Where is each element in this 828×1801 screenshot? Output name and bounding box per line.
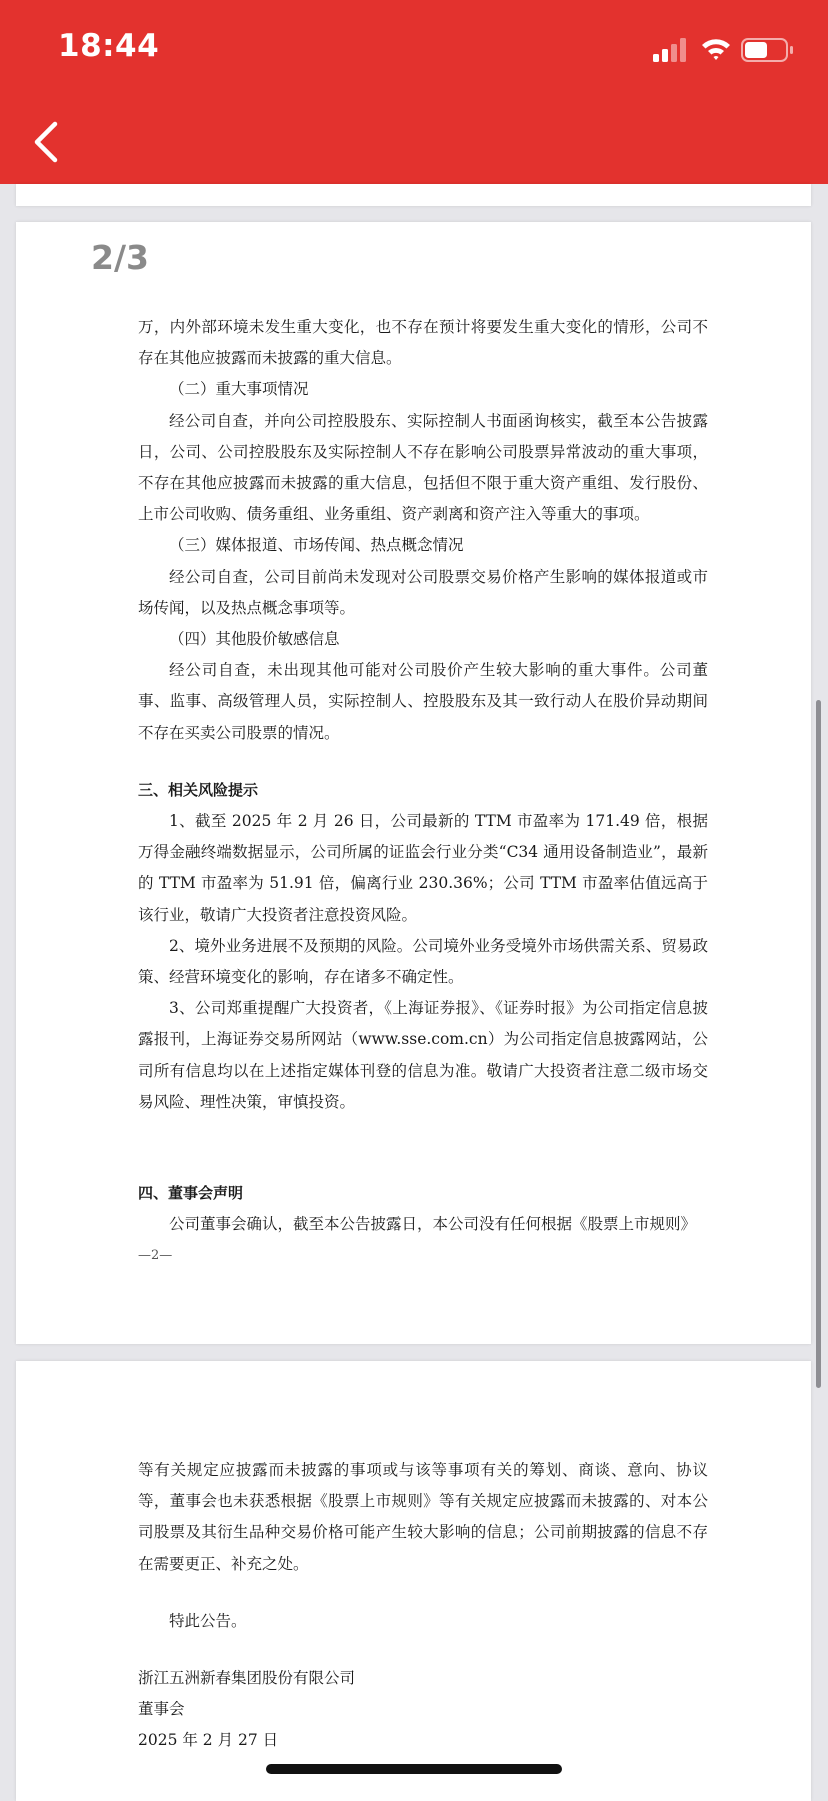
chevron-left-icon — [31, 120, 61, 164]
subheading-major-matters: （二）重大事项情况 — [169, 380, 309, 399]
paragraph: 万，内外部环境未发生重大变化，也不存在预计将要发生重大变化的情形，公司不存在其他应披露而未披露的重大信息。 — [138, 318, 708, 368]
paragraph: 经公司自查，并向公司控股股东、实际控制人书面函询核实，截至本公告披露日，公司、公司控股股东及实际控制人不存在影响公司股票异常波动的重大事项，不存在其他应披露而未披露的重大信息，包括但不限于重大资产重组、发行股份、上市公司收购、债务重组、业务重组、资产剥离和资产注入等重大的事项。 — [138, 411, 708, 524]
document-page-2 — [16, 222, 811, 1344]
section-heading-board: 四、董事会声明 — [138, 1184, 244, 1203]
document-page-3 — [16, 1361, 811, 1801]
paragraph: 公司董事会确认，截至本公告披露日，本公司没有任何根据《股票上市规则》 — [169, 1215, 697, 1234]
signal-icon — [653, 38, 689, 62]
status-time: 18:44 — [58, 28, 160, 64]
status-bar — [0, 0, 828, 100]
paragraph: 等有关规定应披露而未披露的事项或与该等事项有关的筹划、商谈、意向、协议等，董事会也未获悉根据《股票上市规则》等有关规定应披露而未披露的、对本公司股票及其衍生品种交易价格可能产生较大影响的信息；公司前期披露的信息不存在需要更正、补充之处。 — [138, 1461, 708, 1573]
scrollbar[interactable] — [816, 700, 821, 1388]
risk-item-3: 3、公司郑重提醒广大投资者，《上海证券报》、《证券时报》为公司指定信息披露报刊，上海证券交易所网站（www.sse.com.cn）为公司指定信息披露网站，公司所有信息均以在上述指定媒体刊登的信息为准。敬请广大投资者注意二级市场交易风险、理性决策，审慎投资。 — [138, 999, 708, 1111]
wifi-icon — [700, 36, 732, 62]
subheading-media-reports: （三）媒体报道、市场传闻、热点概念情况 — [169, 536, 464, 555]
previous-page-card — [16, 184, 811, 206]
risk-item-1: 1、截至 2025 年 2 月 26 日，公司最新的 TTM 市盈率为 171.49 倍，根据万得金融终端数据显示，公司所属的证监会行业分类“C34 通用设备制造业”，最新的 TTM 市盈率为 51.91 倍，偏离行业 230.36%；公司 TTM 市盈率估值远高于该行业，敬请广大投资者注意投资风险。 — [138, 812, 708, 924]
page-2-body — [138, 312, 708, 1272]
page-3-body — [138, 1455, 708, 1757]
home-indicator[interactable] — [266, 1764, 562, 1774]
risk-item-2: 2、境外业务进展不及预期的风险。公司境外业务受境外市场供需关系、贸易政策、经营环境变化的影响，存在诸多不确定性。 — [138, 936, 708, 987]
back-button[interactable] — [18, 114, 74, 170]
company-name: 浙江五洲新春集团股份有限公司 — [138, 1669, 356, 1688]
subheading-price-sensitive: （四）其他股价敏感信息 — [169, 630, 340, 649]
board-signature: 董事会 — [138, 1700, 185, 1719]
paragraph: 经公司自查，未出现其他可能对公司股价产生较大影响的重大事件。公司董事、监事、高级管理人员，实际控制人、控股股东及其一致行动人在股价异动期间不存在买卖公司股票的情况。 — [138, 661, 708, 742]
navigation-bar — [0, 100, 828, 184]
section-heading-risk: 三、相关风险提示 — [138, 780, 259, 799]
page-indicator: 2/3 — [91, 238, 149, 277]
paragraph: 经公司自查，公司目前尚未发现对公司股票交易价格产生影响的媒体报道或市场传闻，以及热点概念事项等。 — [138, 567, 708, 617]
page-number: —2— — [138, 1248, 173, 1264]
battery-icon — [741, 38, 795, 62]
closing-statement: 特此公告。 — [169, 1611, 247, 1630]
announcement-date: 2025 年 2 月 27 日 — [138, 1731, 279, 1750]
